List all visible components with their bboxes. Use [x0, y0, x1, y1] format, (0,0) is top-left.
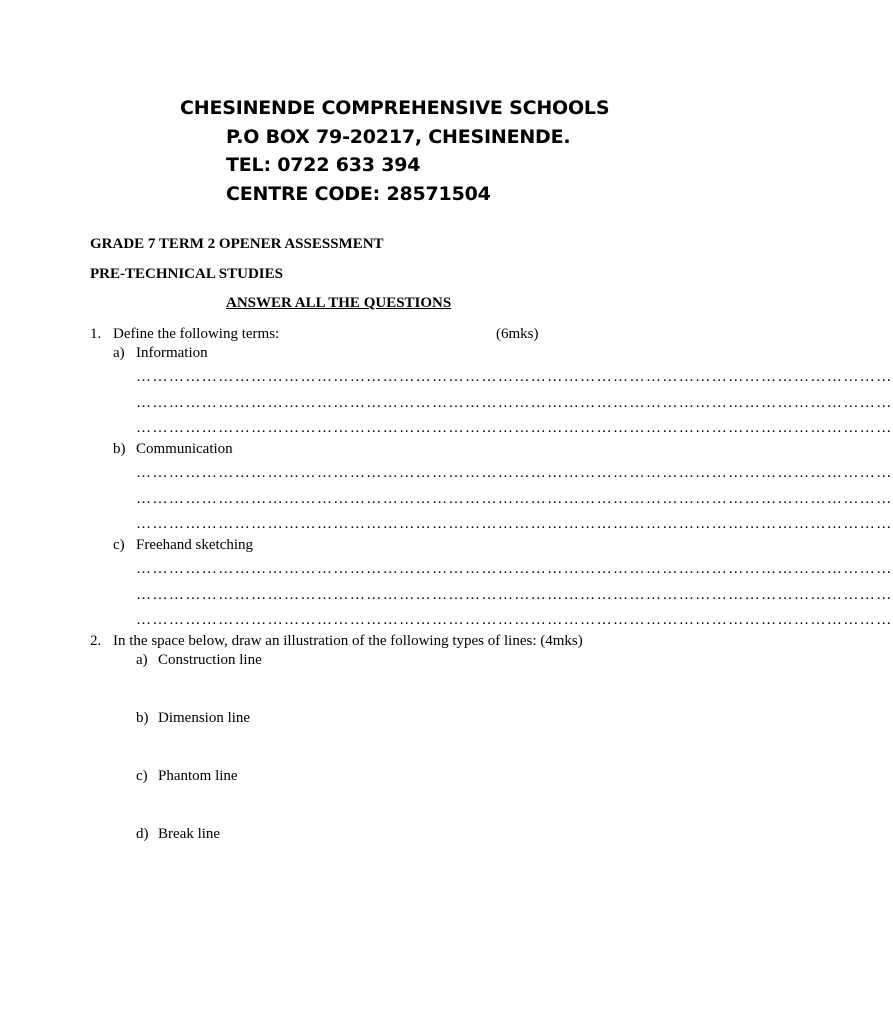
exam-instruction: ANSWER ALL THE QUESTIONS [226, 295, 452, 311]
centre-code: CENTRE CODE: 28571504 [226, 183, 491, 205]
question-1a-letter: a) [113, 345, 125, 361]
question-1-number: 1. [90, 326, 102, 342]
answer-line-1c-1: ………………………………………………………………………………………………………………………… [136, 561, 893, 577]
question-2d-letter: d) [136, 826, 149, 842]
question-2c-letter: c) [136, 768, 148, 784]
question-1a-label: Information [136, 345, 208, 361]
question-2c-label: Phantom line [158, 768, 238, 784]
question-2d-label: Break line [158, 826, 221, 842]
school-telephone: TEL: 0722 633 394 [226, 154, 421, 176]
answer-line-1b-2: ………………………………………………………………………………………………………………………… [136, 491, 893, 507]
answer-line-1a-1: ………………………………………………………………………………………………………………………… [136, 369, 893, 385]
answer-line-1a-2: ………………………………………………………………………………………………………………………… [136, 395, 893, 411]
school-name: CHESINENDE COMPREHENSIVE SCHOOLS [180, 97, 610, 119]
question-1-marks: (6mks) [496, 326, 539, 342]
question-2a-label: Construction line [158, 652, 262, 668]
question-1-text: Define the following terms: [113, 326, 280, 342]
exam-title: GRADE 7 TERM 2 OPENER ASSESSMENT [90, 236, 384, 252]
answer-line-1c-3: ………………………………………………………………………………………………………………………… [136, 612, 893, 628]
exam-subject: PRE-TECHNICAL STUDIES [90, 266, 283, 282]
school-address: P.O BOX 79-20217, CHESINENDE. [226, 126, 571, 148]
question-2b-label: Dimension line [158, 710, 251, 726]
answer-line-1b-1: ………………………………………………………………………………………………………………………… [136, 465, 893, 481]
question-2b-letter: b) [136, 710, 149, 726]
question-1c-label: Freehand sketching [136, 537, 254, 553]
question-2a-letter: a) [136, 652, 148, 668]
answer-line-1b-3: ………………………………………………………………………………………………………………………… [136, 516, 893, 532]
answer-line-1c-2: ………………………………………………………………………………………………………………………… [136, 587, 893, 603]
question-1b-label: Communication [136, 441, 233, 457]
question-2-text: In the space below, draw an illustration of the following types of lines: (4mks) [113, 633, 583, 649]
question-2-number: 2. [90, 633, 102, 649]
question-1b-letter: b) [113, 441, 126, 457]
question-1c-letter: c) [113, 537, 125, 553]
answer-line-1a-3: ………………………………………………………………………………………………………………………… [136, 420, 893, 436]
